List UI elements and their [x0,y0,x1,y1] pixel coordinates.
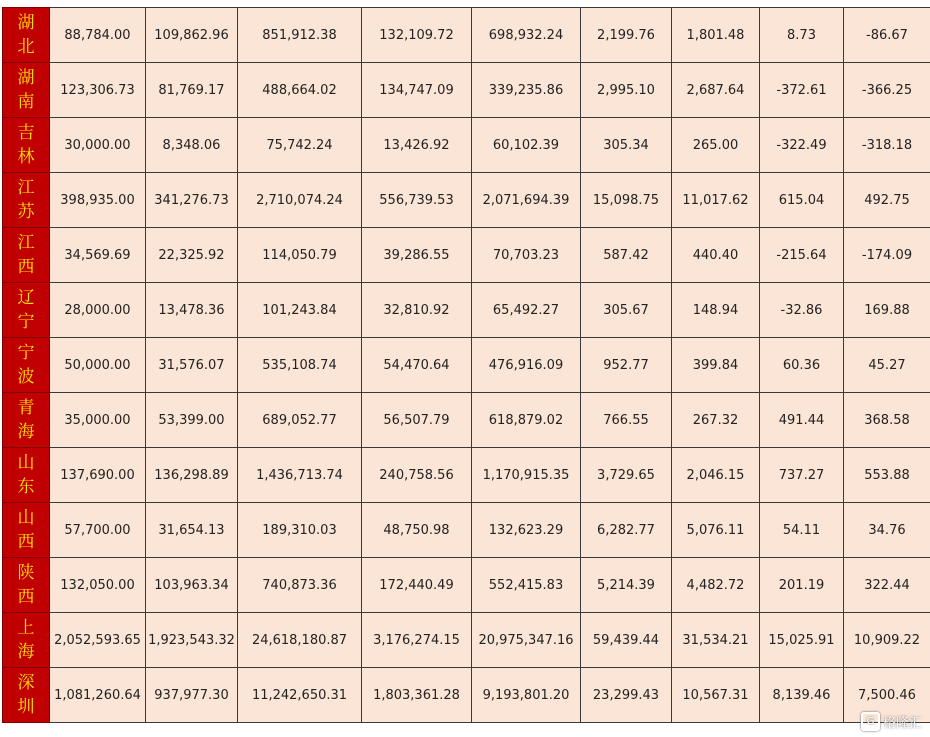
table-cell[interactable]: 11,242,650.31 [238,668,362,723]
table-row [3,558,930,613]
table-cell[interactable]: 368.58 [844,393,930,448]
table-cell[interactable]: 48,750.98 [362,503,472,558]
province-cell[interactable] [3,228,50,283]
table-cell[interactable]: 737.27 [760,448,844,503]
table-cell[interactable]: 265.00 [672,118,760,173]
table-cell[interactable]: 132,109.72 [362,8,472,63]
table-cell[interactable]: 114,050.79 [238,228,362,283]
table-cell[interactable]: 65,492.27 [472,283,581,338]
table-cell[interactable]: 23,299.43 [581,668,672,723]
province-char: 林 [17,147,35,167]
province-char: 湖 [17,13,35,33]
data-table [2,7,930,723]
province-cell[interactable] [3,63,50,118]
table-cell[interactable]: 305.34 [581,118,672,173]
table-cell[interactable]: 132,623.29 [472,503,581,558]
table-cell[interactable]: 39,286.55 [362,228,472,283]
table-cell[interactable]: 322.44 [844,558,930,613]
table-cell[interactable]: -318.18 [844,118,930,173]
table-cell[interactable]: 553.88 [844,448,930,503]
table-row [3,173,930,228]
table-cell[interactable]: 57,700.00 [50,503,146,558]
province-char: 宁 [17,312,35,332]
table-row [3,228,930,283]
table-cell[interactable]: 81,769.17 [146,63,238,118]
table-cell[interactable]: 399.84 [672,338,760,393]
table-row [3,393,930,448]
province-char: 西 [17,257,35,277]
table-cell[interactable]: 28,000.00 [50,283,146,338]
province-char: 宁 [17,343,35,363]
province-cell[interactable] [3,8,50,63]
table-cell[interactable]: 1,803,361.28 [362,668,472,723]
table-cell[interactable]: 8,139.46 [760,668,844,723]
province-char: 山 [17,508,35,528]
table-cell[interactable]: -215.64 [760,228,844,283]
table-cell[interactable]: 8.73 [760,8,844,63]
table-cell[interactable]: 59,439.44 [581,613,672,668]
table-row [3,8,930,63]
table-cell[interactable]: 1,801.48 [672,8,760,63]
table-cell[interactable]: 2,710,074.24 [238,173,362,228]
table-cell[interactable]: 10,909.22 [844,613,930,668]
province-char: 苏 [17,202,35,222]
table-cell[interactable]: 488,664.02 [238,63,362,118]
province-char: 西 [17,532,35,552]
watermark [861,712,922,731]
table-cell[interactable]: 75,742.24 [238,118,362,173]
province-cell[interactable] [3,558,50,613]
table-cell[interactable]: 339,235.86 [472,63,581,118]
province-char: 圳 [17,697,35,717]
table-cell[interactable]: 1,436,713.74 [238,448,362,503]
table-cell[interactable]: -86.67 [844,8,930,63]
table-cell[interactable]: 2,199.76 [581,8,672,63]
table-cell[interactable]: 6,282.77 [581,503,672,558]
province-char: 吉 [17,123,35,143]
table-row [3,283,930,338]
table-cell[interactable]: 50,000.00 [50,338,146,393]
table-cell[interactable]: 2,071,694.39 [472,173,581,228]
province-char: 东 [17,477,35,497]
table-cell[interactable]: 476,916.09 [472,338,581,393]
province-char: 辽 [17,288,35,308]
table-row [3,503,930,558]
table-cell[interactable]: 1,081,260.64 [50,668,146,723]
province-cell[interactable] [3,393,50,448]
province-char: 江 [17,233,35,253]
table-cell[interactable]: 766.55 [581,393,672,448]
table-cell[interactable]: 34.76 [844,503,930,558]
table-cell[interactable]: 1,170,915.35 [472,448,581,503]
table-cell[interactable]: 2,046.15 [672,448,760,503]
table-cell[interactable]: 169.88 [844,283,930,338]
province-char: 海 [17,642,35,662]
table-cell[interactable]: 491.44 [760,393,844,448]
province-cell[interactable] [3,283,50,338]
table-cell[interactable]: 240,758.56 [362,448,472,503]
table-cell[interactable]: 60.36 [760,338,844,393]
table-cell[interactable]: 54.11 [760,503,844,558]
table-cell[interactable]: 32,810.92 [362,283,472,338]
province-char: 深 [17,673,35,693]
table-row [3,338,930,393]
table-row [3,118,930,173]
table-cell[interactable]: 740,873.36 [238,558,362,613]
table-cell[interactable]: 8,348.06 [146,118,238,173]
table-cell[interactable]: 341,276.73 [146,173,238,228]
province-char: 江 [17,178,35,198]
table-cell[interactable]: 54,470.64 [362,338,472,393]
table-cell[interactable]: 123,306.73 [50,63,146,118]
table-cell[interactable]: 45.27 [844,338,930,393]
table-cell[interactable]: 35,000.00 [50,393,146,448]
table-cell[interactable]: 60,102.39 [472,118,581,173]
province-char: 波 [17,367,35,387]
table-cell[interactable]: 137,690.00 [50,448,146,503]
province-char: 南 [17,92,35,112]
table-row [3,448,930,503]
province-cell[interactable] [3,613,50,668]
table-cell[interactable]: -32.86 [760,283,844,338]
table-cell[interactable]: 11,017.62 [672,173,760,228]
top-edge [0,0,930,7]
table-cell[interactable]: 615.04 [760,173,844,228]
table-cell[interactable]: 53,399.00 [146,393,238,448]
province-char: 湖 [17,68,35,88]
table-cell[interactable]: 952.77 [581,338,672,393]
table-cell[interactable]: 689,052.77 [238,393,362,448]
table-cell[interactable]: 618,879.02 [472,393,581,448]
table-cell[interactable]: 851,912.38 [238,8,362,63]
province-char: 海 [17,422,35,442]
table-cell[interactable]: 201.19 [760,558,844,613]
table-cell[interactable]: 698,932.24 [472,8,581,63]
province-char: 上 [17,618,35,638]
table-cell[interactable]: 13,426.92 [362,118,472,173]
table-cell[interactable]: 15,025.91 [760,613,844,668]
table-cell[interactable]: 587.42 [581,228,672,283]
table-cell[interactable]: 103,963.34 [146,558,238,613]
table-cell[interactable]: 10,567.31 [672,668,760,723]
table-row [3,668,930,723]
table-cell[interactable]: 24,618,180.87 [238,613,362,668]
province-char: 陕 [17,563,35,583]
table-cell[interactable]: 3,729.65 [581,448,672,503]
table-cell[interactable]: 172,440.49 [362,558,472,613]
province-cell[interactable] [3,448,50,503]
table-cell[interactable]: 4,482.72 [672,558,760,613]
table-cell[interactable]: 56,507.79 [362,393,472,448]
table-cell[interactable]: -322.49 [760,118,844,173]
table-cell[interactable]: 109,862.96 [146,8,238,63]
table-cell[interactable]: 3,176,274.15 [362,613,472,668]
table-cell[interactable]: 492.75 [844,173,930,228]
province-cell[interactable] [3,503,50,558]
table-cell[interactable]: 148.94 [672,283,760,338]
table-cell[interactable]: 15,098.75 [581,173,672,228]
province-cell[interactable] [3,173,50,228]
table-cell[interactable]: 5,214.39 [581,558,672,613]
table-cell[interactable]: 20,975,347.16 [472,613,581,668]
province-char: 西 [17,587,35,607]
province-char: 青 [17,398,35,418]
province-cell[interactable] [3,118,50,173]
table-cell[interactable]: 134,747.09 [362,63,472,118]
table-cell[interactable]: -372.61 [760,63,844,118]
table-cell[interactable]: 31,654.13 [146,503,238,558]
province-char: 北 [17,37,35,57]
table-cell[interactable]: 2,052,593.65 [50,613,146,668]
table-cell[interactable]: 30,000.00 [50,118,146,173]
table-cell[interactable]: 267.32 [672,393,760,448]
table-cell[interactable]: 22,325.92 [146,228,238,283]
table-cell[interactable]: 31,534.21 [672,613,760,668]
table-cell[interactable]: 305.67 [581,283,672,338]
table-cell[interactable]: 34,569.69 [50,228,146,283]
table-cell[interactable]: 552,415.83 [472,558,581,613]
watermark-text: 格隆汇 [882,716,922,731]
province-cell[interactable] [3,668,50,723]
table-cell[interactable]: 5,076.11 [672,503,760,558]
table-cell[interactable]: 88,784.00 [50,8,146,63]
table-cell[interactable]: 535,108.74 [238,338,362,393]
table-cell[interactable]: 31,576.07 [146,338,238,393]
table-cell[interactable]: -366.25 [844,63,930,118]
table-cell[interactable]: 136,298.89 [146,448,238,503]
table-cell[interactable]: 2,995.10 [581,63,672,118]
table-cell[interactable]: 132,050.00 [50,558,146,613]
table-cell[interactable]: 13,478.36 [146,283,238,338]
table-cell[interactable]: 70,703.23 [472,228,581,283]
table-cell[interactable]: 440.40 [672,228,760,283]
table-cell[interactable]: 937,977.30 [146,668,238,723]
watermark-logo-icon: G [861,712,880,731]
table-cell[interactable]: 189,310.03 [238,503,362,558]
table-cell[interactable]: 556,739.53 [362,173,472,228]
table-row [3,63,930,118]
table-cell[interactable]: -174.09 [844,228,930,283]
table-cell[interactable]: 398,935.00 [50,173,146,228]
table-row [3,613,930,668]
table-cell[interactable]: 9,193,801.20 [472,668,581,723]
province-cell[interactable] [3,338,50,393]
table-body [3,8,930,723]
table-cell[interactable]: 101,243.84 [238,283,362,338]
table-cell[interactable]: 2,687.64 [672,63,760,118]
table-cell[interactable]: 7,500.46 [844,668,930,723]
table-cell[interactable]: 1,923,543.32 [146,613,238,668]
province-char: 山 [17,453,35,473]
